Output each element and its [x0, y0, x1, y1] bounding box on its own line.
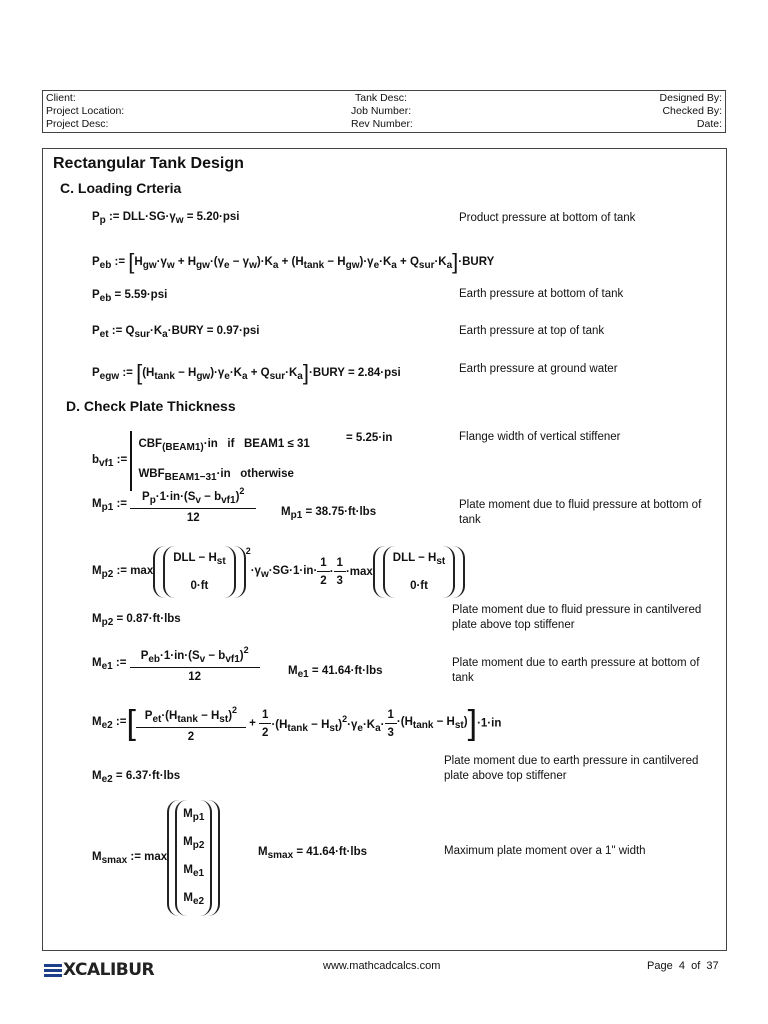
project-desc-label: Project Desc:	[46, 118, 109, 130]
date-label: Date:	[696, 118, 722, 130]
desc-me1: Plate moment due to earth pressure at bottom of tank	[452, 657, 700, 684]
page-title: Rectangular Tank Design	[53, 155, 244, 172]
result-pet: 0.97	[216, 325, 240, 337]
equation-pet: $P_{et}$ := $Q_{sur}\cdot K_a\cdot BURY = 0.97\cdot psi$	[92, 325, 260, 340]
desc-bvf1: Flange width of vertical stiffener	[459, 431, 621, 443]
result-pp: 5.20	[196, 211, 220, 223]
desc-me2: Plate moment due to earth pressure in cantilvered plate above top stiffener	[444, 755, 699, 782]
result-peb: 5.59	[124, 289, 147, 301]
page-counter	[647, 960, 719, 972]
header-left	[46, 92, 124, 131]
section-d-heading: D. Check Plate Thickness	[66, 398, 236, 414]
header-right	[660, 92, 722, 131]
equation-mp2-def: $M_{p2}$ := maxDLL − $H_{st}$ $0\cdot ft^2\cdot\gamma_w\cdot SG\cdot 1\cdot in\cdot$ $\frac{1}{2}$ · $\frac{1}{3}$ ·maxDLL − $H_{st}$ 0·ft	[92, 546, 465, 598]
result-me1: 41.64	[321, 665, 351, 677]
logo-text: XCALIBUR	[63, 960, 155, 980]
project-location-label: Project Location:	[46, 105, 125, 117]
result-mp1-line: $M_{p1} = 38.75\cdot ft\cdot lbs$	[281, 506, 377, 521]
page-total: 37	[706, 960, 719, 972]
result-mp1: 38.75	[315, 506, 345, 518]
logo-bars-icon	[44, 962, 62, 979]
equation-pegw: $P_{egw}$ := [$(H_{tank} - H_{gw})\cdot\gamma_e\cdot K_a$ + $Q_{sur}\cdot K_a]\cdot BURY = 2.84\cdot psi$	[92, 360, 401, 385]
equation-me2-value: $M_{e2} = 6.37\cdot ft\cdot lbs$	[92, 770, 181, 785]
equation-peb-value: $P_{eb} = 5.59\cdot psi$	[92, 289, 168, 304]
desc-pet: Earth pressure at top of tank	[459, 325, 605, 337]
result-bvf1-line: = 5.25·in	[346, 432, 393, 444]
tank-desc-label: Tank Desc:	[355, 92, 407, 104]
designed-by-label: Designed By:	[659, 92, 722, 104]
result-me2: 6.37	[125, 770, 149, 782]
job-number-label: Job Number:	[351, 105, 412, 117]
footer-url[interactable]: www.mathcadcalcs.com	[323, 960, 441, 972]
header-middle	[351, 92, 413, 131]
rev-number-label: Rev Number:	[351, 118, 413, 130]
desc-mp1: Plate moment due to fluid pressure at bottom of tank	[459, 499, 702, 526]
equation-mp1: $M_{p1}$ := $\frac{P_p\cdot 1\cdot in\cdot(S_v - b_{vf1})^2}{12}$	[92, 486, 256, 524]
equation-pp: $P_p$ := $DLL\cdot SG\cdot\gamma_w = 5.20\cdot psi$	[92, 211, 240, 226]
desc-mp2: Plate moment due to fluid pressure in cantilvered plate above top stiffener	[452, 604, 702, 631]
section-c-heading: C. Loading Crteria	[60, 180, 182, 196]
result-msmax-line: $M_{smax} = 41.64\cdot ft\cdot lbs$	[258, 846, 367, 861]
page-number: 4	[678, 960, 685, 972]
page-label: Page	[647, 960, 673, 972]
header-block	[42, 90, 726, 133]
result-pegw: 2.84	[357, 367, 381, 380]
equation-msmax-def: $M_{smax}$ := maxM$_{p1}$ $M_{p2}$ $M_{e1}$ $M_{e2}$	[92, 800, 220, 916]
desc-peb: Earth pressure at bottom of tank	[459, 288, 624, 300]
bvf1-piecewise: $CBF_{(BEAM1)}\cdot in$ if BEAM1 ≤ 31 $WBF_{BEAM1-31}\cdot in$ otherwise	[130, 431, 309, 491]
equation-bvf1: $b_{vf1}$ := $CBF_{(BEAM1)}\cdot in$ if BEAM1 ≤ 31 $WBF_{BEAM1-31}\cdot in$ otherwise	[92, 431, 310, 491]
equation-me1: $M_{e1}$ := $\frac{P_{eb}\cdot 1\cdot in\cdot(S_v - b_{vf1})^2}{12}$	[92, 645, 260, 683]
xcalibur-logo	[44, 960, 154, 980]
desc-pp: Product pressure at bottom of tank	[459, 212, 636, 224]
equation-mp2-value: $M_{p2} = 0.87\cdot ft\cdot lbs$	[92, 613, 181, 628]
desc-msmax: Maximum plate moment over a 1" width	[444, 845, 646, 857]
client-label: Client:	[46, 92, 76, 104]
equation-me2-def: $M_{e2}$ :=[ $\frac{P_{et}\cdot(H_{tank} - H_{st})^2}{2}$ + $\frac{1}{2}$ $\cdot(H_{tank} - H_{st})^2\cdot\gamma_e\cdot K_a\cdot$ $\frac{1}{3}$ $\cdot(H_{tank} - H_{st})]\cdot 1\cdot in$	[92, 704, 502, 743]
checked-by-label: Checked By:	[662, 105, 722, 117]
result-msmax: 41.64	[306, 846, 336, 858]
result-mp2: 0.87	[126, 613, 149, 625]
equation-peb-def: $P_{eb}$ := [$H_{gw}\cdot\gamma_w + H_{gw}\cdot(\gamma_e - \gamma_w)\cdot K_a + (H_{tank} - H_{gw})\cdot\gamma_e\cdot K_a$ + $Q_{sur}\cdot K_a]\cdot BURY$	[92, 249, 495, 274]
of-label: of	[691, 960, 701, 972]
result-bvf1: 5.25	[355, 432, 379, 444]
result-me1-line: $M_{e1} = 41.64\cdot ft\cdot lbs$	[288, 665, 383, 680]
desc-pegw: Earth pressure at ground water	[459, 363, 618, 375]
